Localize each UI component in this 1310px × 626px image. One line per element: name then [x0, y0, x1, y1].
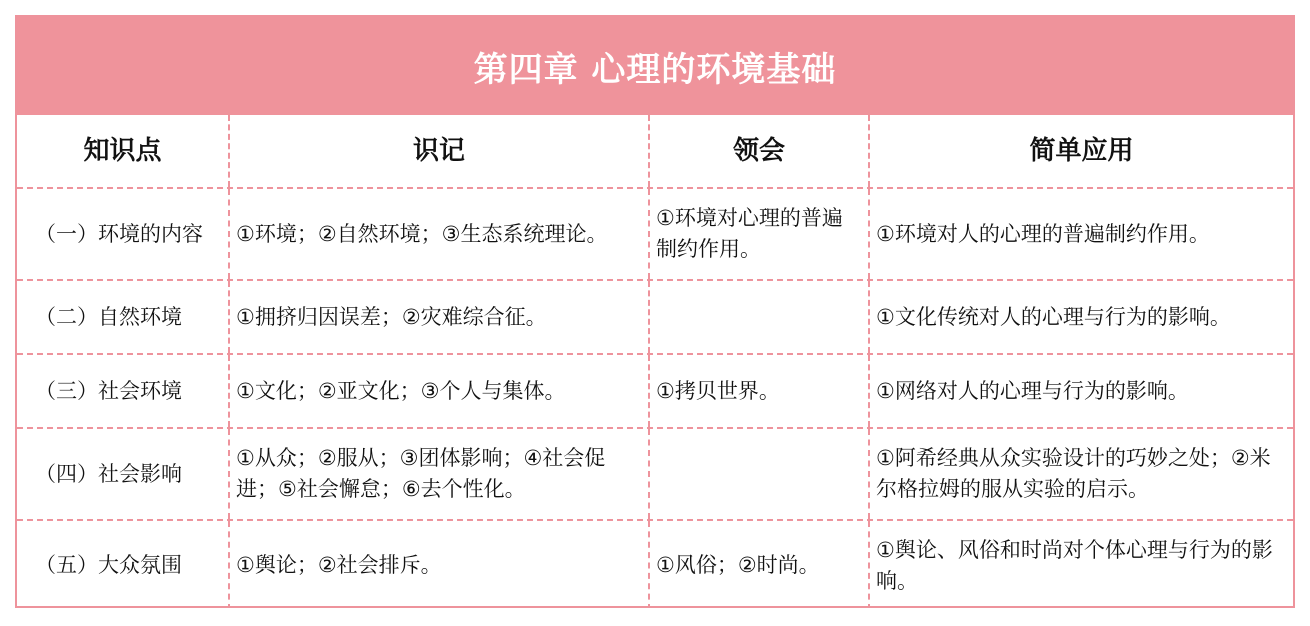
header-topic: 知识点	[83, 135, 162, 166]
memorize-cell: ①从众；②服从；③团体影响；④社会促进；⑤社会懈怠；⑥去个性化。	[228, 429, 648, 519]
topic-cell: （二）自然环境	[35, 304, 182, 329]
apply-cell: ①环境对人的心理的普遍制约作用。	[868, 189, 1293, 279]
knowledge-table	[15, 15, 1295, 608]
topic-cell: （四）社会影响	[35, 461, 182, 486]
table-body	[17, 115, 1293, 608]
understand-cell	[648, 429, 868, 519]
memorize-cell: ①环境；②自然环境；③生态系统理论。	[228, 189, 648, 279]
apply-cell: ①舆论、风俗和时尚对个体心理与行为的影响。	[868, 521, 1293, 608]
topic-cell: （一）环境的内容	[35, 221, 203, 246]
page-title: 第四章 心理的环境基础	[473, 49, 837, 90]
table-row	[17, 279, 1293, 353]
memorize-cell: ①舆论；②社会排斥。	[228, 521, 648, 608]
understand-cell	[648, 281, 868, 353]
understand-cell: ①拷贝世界。	[648, 355, 868, 427]
understand-cell: ①环境对心理的普遍制约作用。	[648, 189, 868, 279]
apply-cell: ①阿希经典从众实验设计的巧妙之处；②米尔格拉姆的服从实验的启示。	[868, 429, 1293, 519]
memorize-cell: ①文化；②亚文化；③个人与集体。	[228, 355, 648, 427]
understand-cell: ①风俗；②时尚。	[648, 521, 868, 608]
table-row	[17, 353, 1293, 427]
header-understand: 领会	[648, 115, 868, 187]
memorize-cell: ①拥挤归因误差；②灾难综合征。	[228, 281, 648, 353]
topic-cell: （五）大众氛围	[35, 553, 182, 577]
topic-cell: （三）社会环境	[35, 378, 182, 403]
table-header-row	[17, 115, 1293, 187]
table-row	[17, 427, 1293, 519]
table-row	[17, 519, 1293, 608]
table-row	[17, 187, 1293, 279]
apply-cell: ①文化传统对人的心理与行为的影响。	[868, 281, 1293, 353]
header-apply: 简单应用	[868, 115, 1293, 187]
header-memorize: 识记	[228, 115, 648, 187]
apply-cell: ①网络对人的心理与行为的影响。	[868, 355, 1293, 427]
title-bar	[17, 17, 1293, 115]
